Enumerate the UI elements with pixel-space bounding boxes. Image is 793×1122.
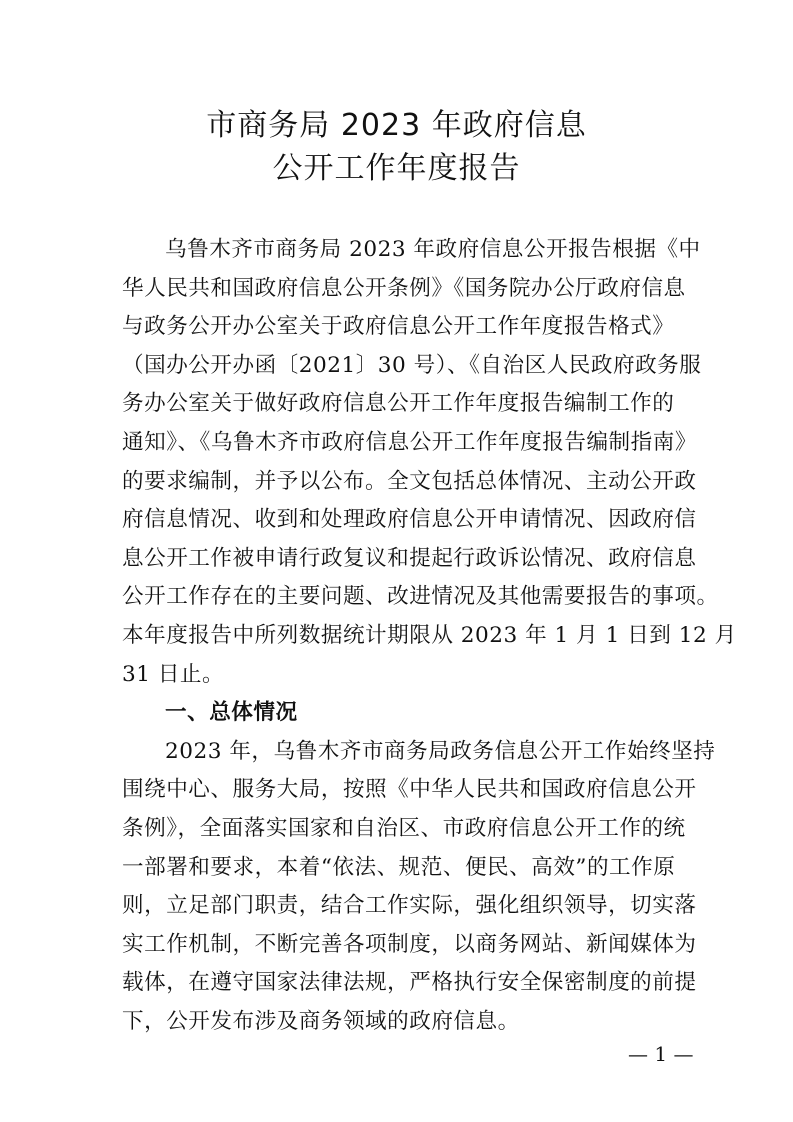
paragraph-line: 条例》，全面落实国家和自治区、市政府信息公开工作的统 xyxy=(122,815,686,841)
paragraph-line: 的要求编制，并予以公布。全文包括总体情况、主动公开政 xyxy=(122,468,697,494)
paragraph-line: 务办公室关于做好政府信息公开工作年度报告编制工作的 xyxy=(122,391,675,417)
paragraph-line: 公开工作存在的主要问题、改进情况及其他需要报告的事项。 xyxy=(122,584,719,610)
paragraph-line: 与政务公开办公室关于政府信息公开工作年度报告格式》 xyxy=(122,314,675,340)
page-number: — 1 — xyxy=(628,1042,694,1066)
paragraph-line: 实工作机制，不断完善各项制度，以商务网站、新闻媒体为 xyxy=(122,931,697,957)
paragraph-line: 则，立足部门职责，结合工作实际，强化组织领导，切实落 xyxy=(122,893,697,919)
paragraph-line: 息公开工作被申请行政复议和提起行政诉讼情况、政府信息 xyxy=(122,545,697,571)
paragraph-line: 载体，在遵守国家法律法规，严格执行安全保密制度的前提 xyxy=(122,970,697,996)
document-title-line-2: 公开工作年度报告 xyxy=(272,151,521,186)
intro-paragraph xyxy=(122,231,737,694)
paragraph-line: 本年度报告中所列数据统计期限从 2023 年 1 月 1 日到 12 月 xyxy=(122,622,737,648)
overview-paragraph xyxy=(122,733,716,1042)
document-body xyxy=(122,231,737,1041)
paragraph-line: 下，公开发布涉及商务领域的政府信息。 xyxy=(122,1008,520,1034)
paragraph-line: 围绕中心、服务大局，按照《中华人民共和国政府信息公开 xyxy=(122,777,697,803)
document-title-line-1: 市商务局 2023 年政府信息 xyxy=(206,108,587,143)
paragraph-line: （国办公开办函〔2021〕30 号）、《自治区人民政府政务服 xyxy=(122,352,702,378)
paragraph-line: 华人民共和国政府信息公开条例》《国务院办公厅政府信息 xyxy=(122,275,686,301)
paragraph-line: 一部署和要求，本着“依法、规范、便民、高效”的工作原 xyxy=(122,854,676,880)
paragraph-line: 通知》、《乌鲁木齐市政府信息公开工作年度报告编制指南》 xyxy=(122,429,697,455)
paragraph-line: 乌鲁木齐市商务局 2023 年政府信息公开报告根据《中 xyxy=(165,237,701,262)
section-heading-overview: 一、总体情况 xyxy=(165,700,298,726)
paragraph-line: 2023 年，乌鲁木齐市商务局政务信息公开工作始终坚持 xyxy=(165,738,716,764)
paragraph-line: 府信息情况、收到和处理政府信息公开申请情况、因政府信 xyxy=(122,507,697,533)
paragraph-line: 31 日止。 xyxy=(122,661,225,687)
